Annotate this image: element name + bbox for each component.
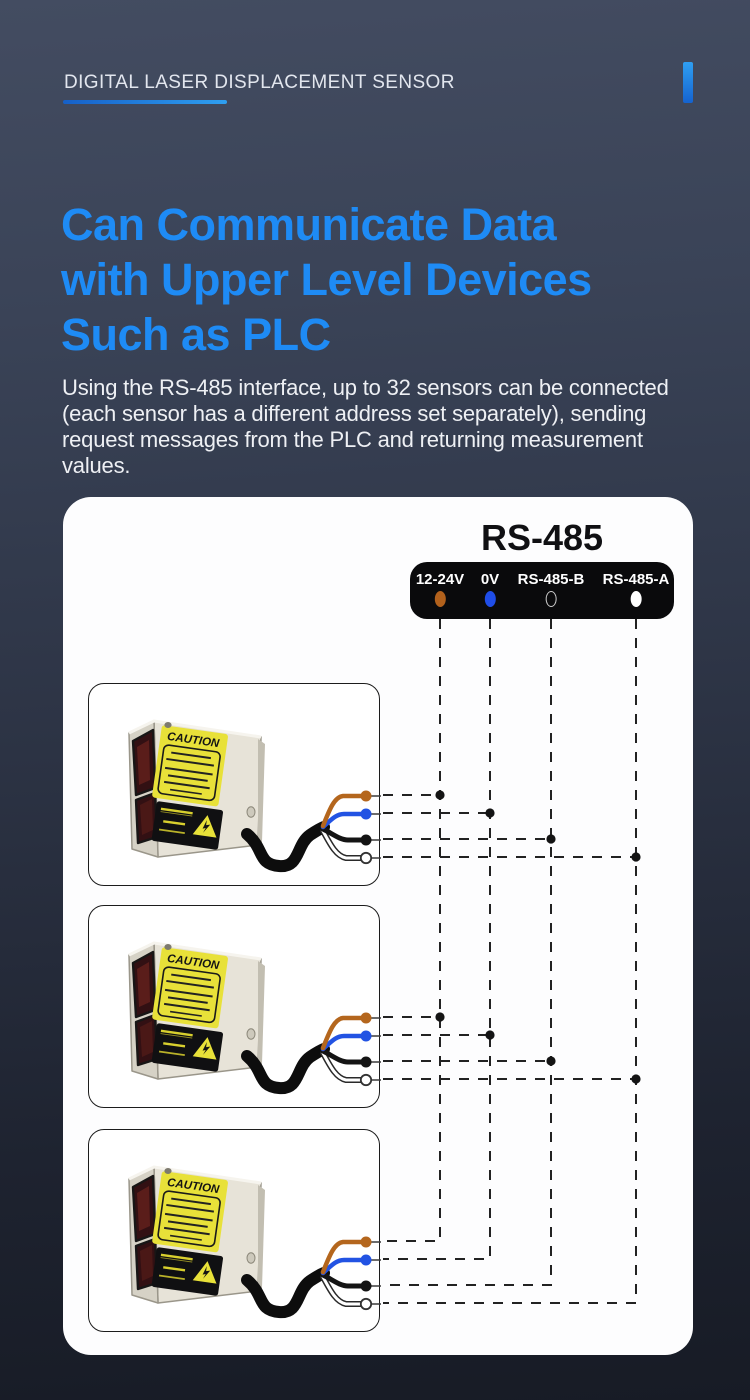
bus-line-ground [383, 619, 490, 1259]
bus-terminal-ground [481, 562, 499, 619]
description-line: request messages from the PLC and returning measurement [62, 427, 643, 452]
sensor-box [88, 905, 380, 1108]
bus-terminal-label: RS-485-B [517, 571, 585, 588]
sensor-box [88, 683, 380, 886]
bus-line-rs485b [383, 619, 551, 1285]
sensor-illustration [89, 684, 381, 887]
page-title-line: Such as PLC [61, 309, 331, 360]
page-description [62, 375, 669, 479]
accent-bar [683, 62, 693, 103]
rs485a-dot-icon [631, 591, 642, 607]
bus-terminal-rs485a [603, 562, 670, 619]
bus-terminal-label: 0V [480, 571, 500, 588]
bus-terminal-rs485b [518, 562, 585, 619]
bus-terminal-label: RS-485-A [602, 571, 670, 588]
bus-terminal-label: 12-24V [415, 571, 465, 588]
bus-line-power [383, 619, 440, 1241]
bus-terminal-power [416, 562, 464, 619]
diagram-card [63, 497, 693, 1355]
bus-line-rs485a [383, 619, 636, 1303]
description-line: Using the RS-485 interface, up to 32 sensors can be connected [62, 375, 669, 400]
description-line: values. [62, 453, 131, 478]
junction-dots [435, 790, 640, 1083]
power-dot-icon [435, 591, 446, 607]
ground-dot-icon [484, 591, 495, 607]
page-title-line: with Upper Level Devices [61, 254, 592, 305]
page-title [61, 197, 592, 362]
page-title-line: Can Communicate Data [61, 199, 557, 250]
rs485b-dot-icon [546, 591, 557, 607]
diagram-title: RS-485 [480, 517, 604, 558]
eyebrow-title: DIGITAL LASER DISPLACEMENT SENSOR [64, 72, 455, 93]
description-line: (each sensor has a different address set separately), sending [62, 401, 647, 426]
bus-connector-bar [410, 562, 674, 619]
eyebrow-underline [63, 100, 227, 104]
sensor-illustration [89, 906, 381, 1109]
sensor-illustration [89, 1130, 381, 1333]
sensor-box [88, 1129, 380, 1332]
